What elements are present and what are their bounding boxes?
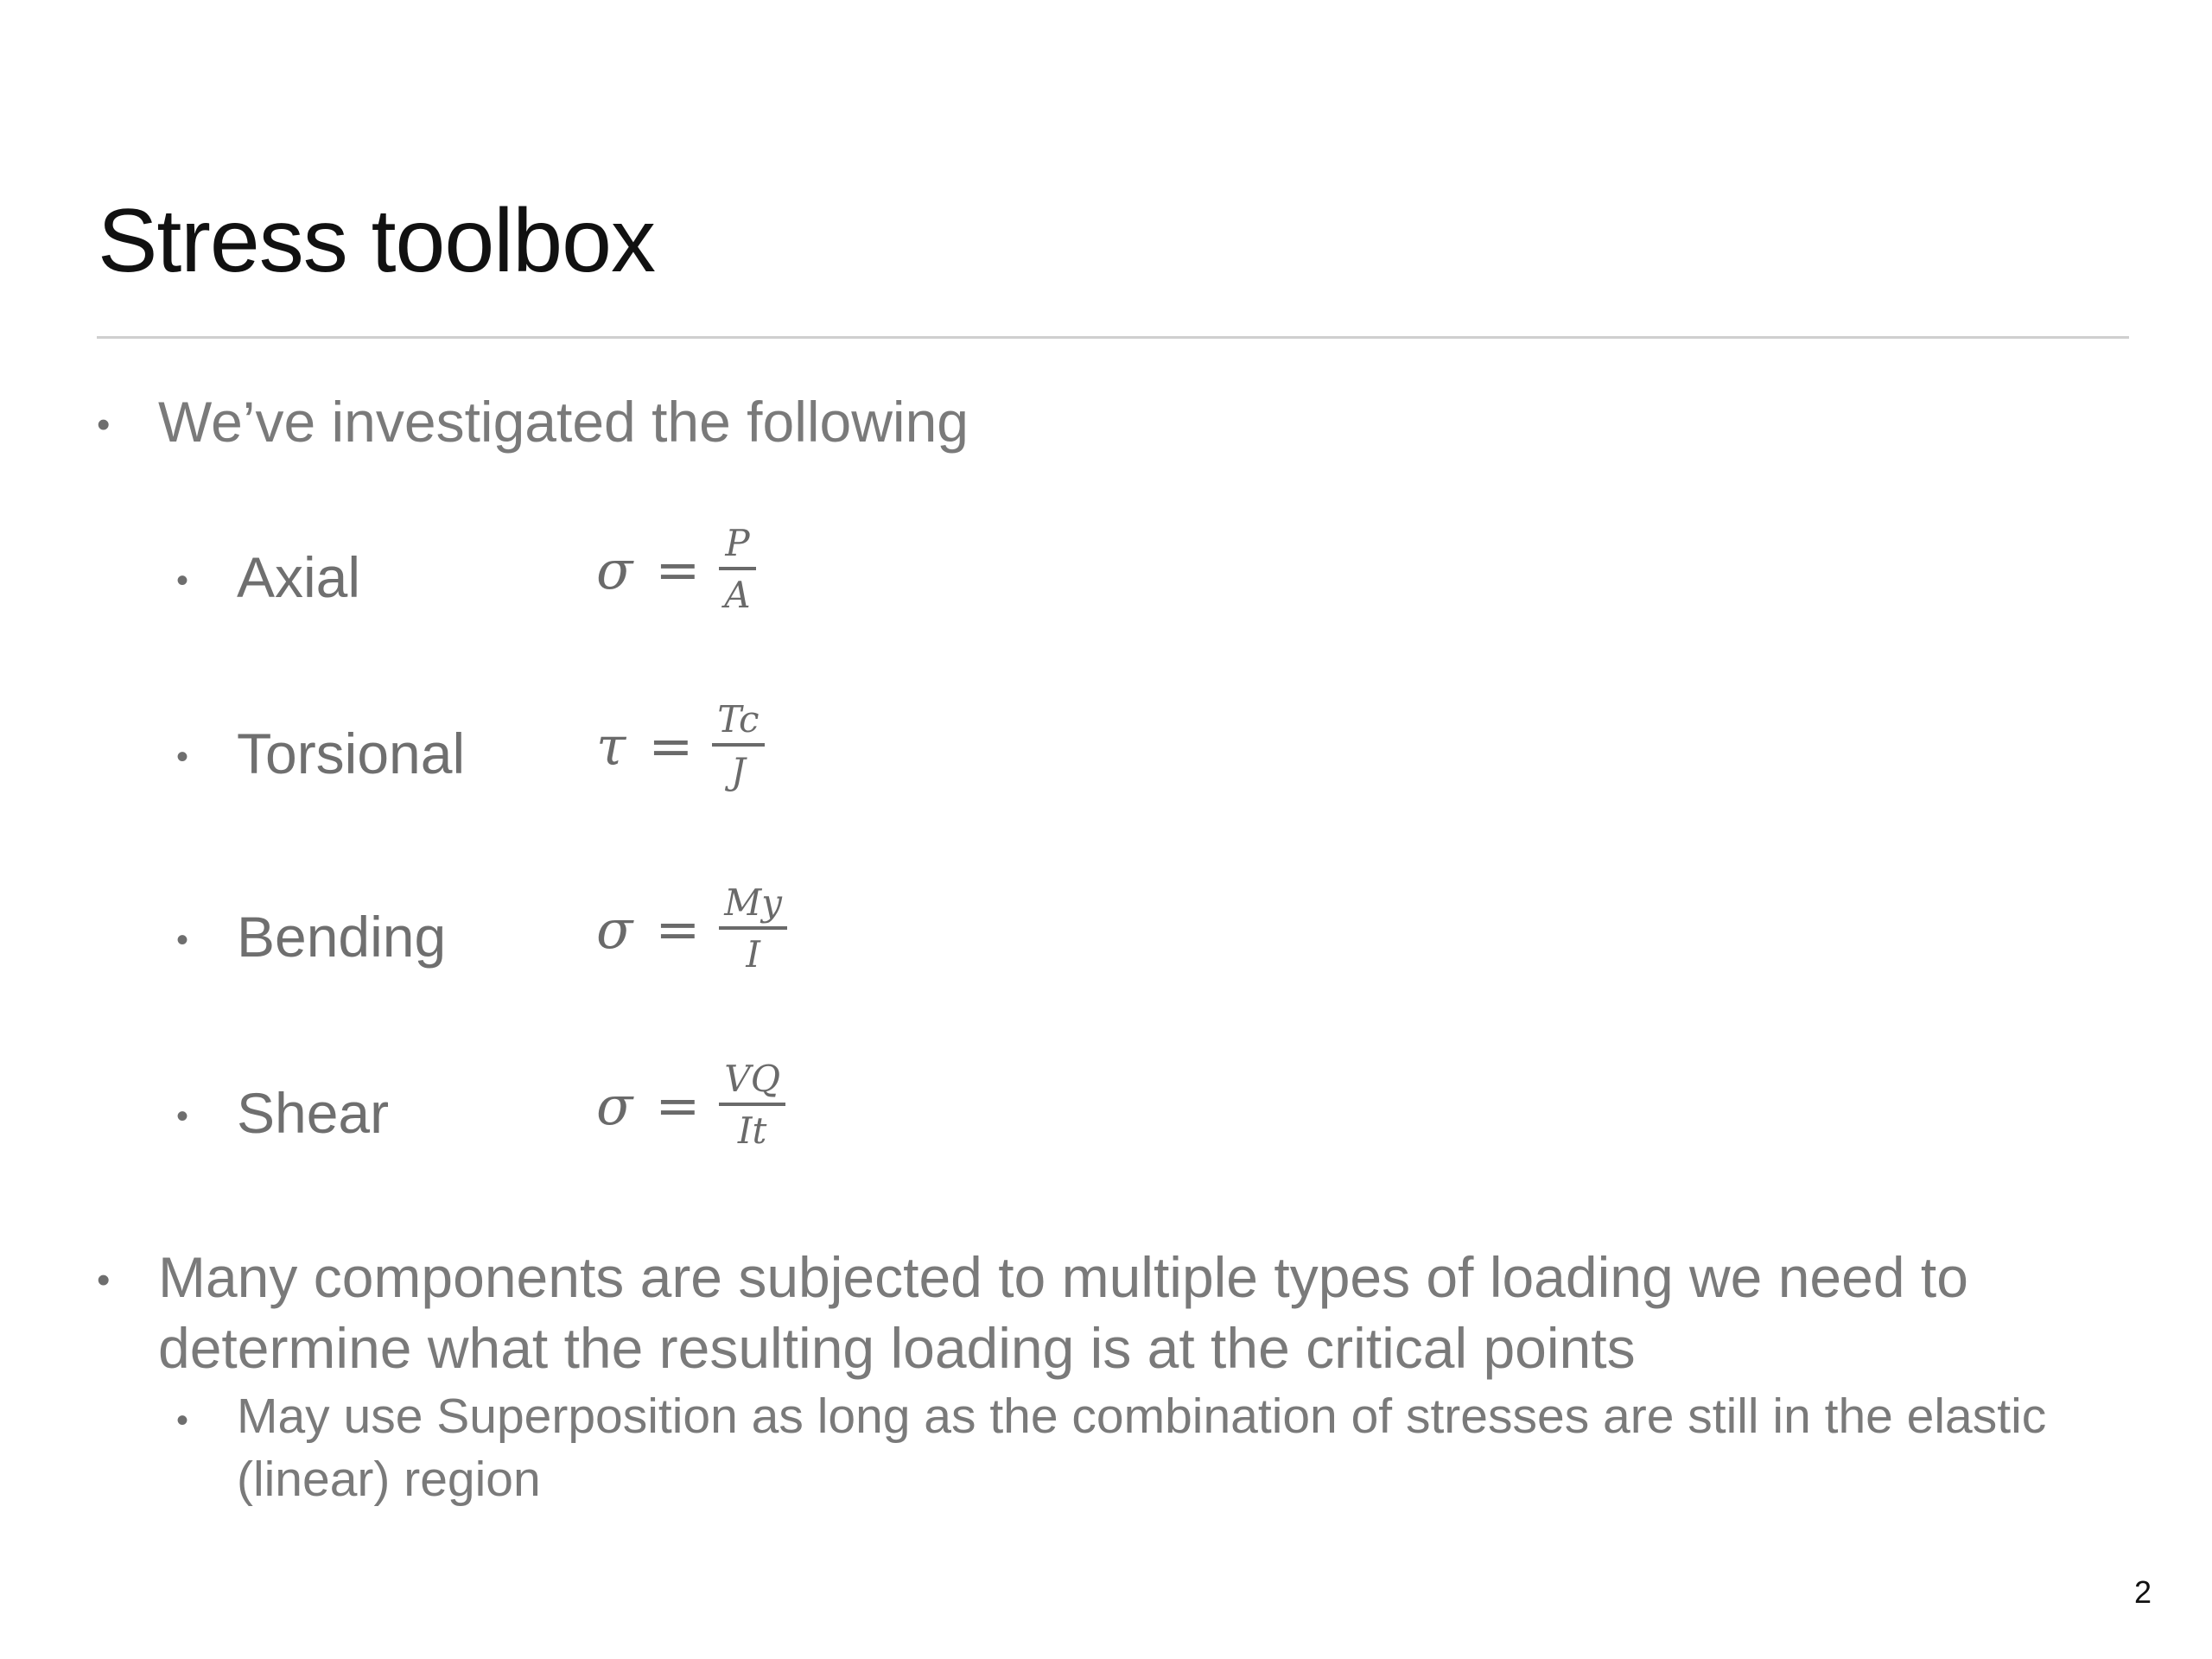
stress-label-axial: Axial <box>237 545 361 609</box>
bullet-icon: • <box>176 1402 189 1440</box>
stress-label-bending: Bending <box>237 905 447 969</box>
formula-lhs: τ <box>596 714 626 778</box>
formula-equals: = <box>655 537 701 601</box>
fraction-bar <box>719 1103 785 1106</box>
stress-label-shear: Shear <box>237 1081 390 1145</box>
combined-loading-line-1: Many components are subjected to multiple types of loading we need to <box>158 1245 1968 1309</box>
superposition-line-1: May use Superposition as long as the combination of stresses are still in the elastic <box>237 1389 2047 1444</box>
formula-numerator: P <box>725 522 750 564</box>
fraction-bar <box>719 567 755 570</box>
bullet-icon: • <box>97 404 111 446</box>
formula-denominator: A <box>724 574 751 617</box>
title-divider <box>97 336 2129 339</box>
formula-numerator: VQ <box>724 1058 781 1100</box>
formula-shear <box>596 1059 785 1151</box>
fraction-bar <box>712 743 764 747</box>
formula-lhs: σ <box>596 537 633 601</box>
combined-loading-line-2: determine what the resulting loading is at the critical points <box>158 1316 1636 1380</box>
fraction-bar <box>719 926 787 930</box>
bullet-icon: • <box>176 738 189 776</box>
formula-bending <box>596 883 787 975</box>
formula-denominator: I <box>746 933 760 976</box>
formula-denominator: J <box>730 750 746 793</box>
formula-fraction <box>719 883 787 975</box>
formula-fraction <box>712 700 764 791</box>
intro-text: We’ve investigated the following <box>158 390 969 454</box>
bullet-icon: • <box>97 1259 111 1301</box>
formula-fraction <box>719 1059 785 1151</box>
bullet-icon: • <box>176 562 189 600</box>
formula-lhs: σ <box>596 897 633 961</box>
formula-numerator: Tc <box>717 698 760 741</box>
page-number: 2 <box>2134 1574 2152 1610</box>
bullet-icon: • <box>176 1097 189 1135</box>
formula-numerator: My <box>724 881 783 924</box>
formula-axial <box>596 524 756 615</box>
formula-lhs: σ <box>596 1073 633 1137</box>
bullet-icon: • <box>176 921 189 959</box>
formula-equals: = <box>648 714 694 778</box>
formula-torsional <box>596 700 765 791</box>
formula-denominator: It <box>737 1109 767 1153</box>
slide-title: Stress toolbox <box>98 191 655 291</box>
formula-fraction <box>719 524 755 615</box>
formula-equals: = <box>655 897 701 961</box>
formula-equals: = <box>655 1073 701 1137</box>
stress-label-torsional: Torsional <box>237 721 466 785</box>
superposition-line-2: (linear) region <box>237 1452 541 1507</box>
